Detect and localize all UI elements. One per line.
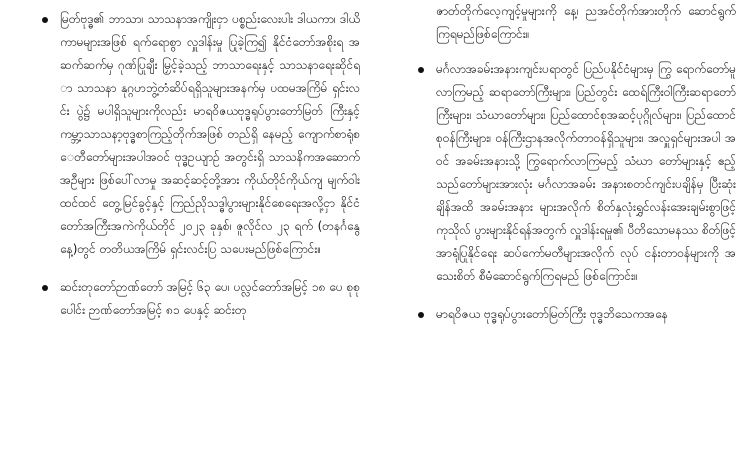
paragraph-text: ဆင်းတုတော်ဉာဏ်တော် အမြင့် ၆၃ ပေ၊ ပလ္လင်တော်အမြင့် ၁၈ ပေ စုစုပေါင်း ဉာဏ်တော်အမြင့် ၈၁ ပေနှင့် ဆင်းတု xyxy=(60,280,360,317)
right-column xyxy=(418,0,736,460)
paragraph-text: မြတ်ဗုဒ္ဓ၏ ဘာသာ၊ သာသနာအကျိုးငှာ ပစ္စည်းလေးပါး ဒါယကာ၊ ဒါယိကာမများအဖြစ် ရက်ရောစွာ လှူဒါန်းမှု ပြုခဲ့ကြ၍ နိုင်ငံတော်အစိုးရ အဆက်ဆက်မှ ဂုဏ်ပြုချီး မြှင့်ခဲ့သည့် ဘာသာရေးနှင့် သာသနာရေးဆိုင်ရာ သာသနာ နုဂ္ဂဟဘွဲ့တံဆိပ်ရရှိသူများအနက်မှ ပထမအကြိမ် ရှင်းလင်း ပွဲ၌ မပါရှိသူများကိုလည်း မာရဝိဇယဗုဒ္ဓရုပ်ပွားတော်မြတ် ကြီးနှင့် ကမ္ဘာ့သာသနာ့ဗုဒ္ဓစာကြည့်တိုက်အဖြစ် တည်ရှိ နေမည့် ကျောက်စာရုံစေတီတော်များအပါအဝင် ဗုဒ္ဓဥယျာဉ် အတွင်းရှိ သာသနိကအဆောက်အဦများ ဖြစ်ပေါ်လာမှု အဆင့်ဆင့်တို့အား ကိုယ်တိုင်ကိုယ်ကျ မျက်ဝါးထင်ထင် တွေ့မြင်ခွင့်နှင့် ကြည်ညိုသဒ္ဓါပွားများနိုင်စေရေးအလို့ငှာ နိုင်ငံတော်အကြီးအကဲကိုယ်တိုင် ၂၀၂၃ ခုနှစ်၊ ဇူလိုင်လ ၂၃ ရက် (တနင်္ဂနွေနေ့)တွင် တတိယအကြိမ် ရှင်းလင်းပြ သပေးမည်ဖြစ်ကြောင်း။ xyxy=(60,12,360,256)
bullet-dot-icon xyxy=(42,285,48,291)
paragraph-spacer xyxy=(418,288,736,303)
bullet-paragraph xyxy=(418,303,736,326)
bullet-dot-icon xyxy=(42,17,48,23)
bullet-paragraph xyxy=(42,8,360,261)
bullet-dot-icon xyxy=(418,312,424,318)
paragraph-text: မင်္ဂလာအခမ်းအနားကျင်းပရာတွင် ပြည်ပနိုင်ငံများမှ ကြွ ရောက်တော်မူလာကြမည့် ဆရာတော်ကြီးများ၊ ပြည်တွင်း ထေရ်ကြီးဝါကြီးဆရာတော်ကြီးများ၊ သံဃာတော်များ၊ ပြည်ထောင်စုအဆင့်ပုဂ္ဂိုလ်များ၊ ပြည်ထောင်စုဝန်ကြီးများ၊ ဝန်ကြီးဌာနအလိုက်တာဝန်ရှိသူများ၊ အလှူရှင်များအပါ အဝင် အခမ်းအနားသို့ ကြွရောက်လာကြမည့် သံဃာ တော်များနှင့် ဧည့်သည်တော်များအားလုံး မင်္ဂလာအခမ်း အနားစတင်ကျင်းပချိန်မှ ပြီးဆုံးချိန်အထိ အခမ်းအနား များအလိုက် စိတ်နှလုံးရွှင်လန်းအေးချမ်းစွာဖြင့် ကုသိုလ် ပွားများနိုင်ရန်အတွက် လှူဒါန်းရမှု၏ ပီတိသောမနဿ စိတ်ဖြင့် အာရုံပြုနိုင်ရေး ဆပ်ကော်မတီများအလိုက် လုပ် ငန်းတာဝန်များကို အသေးစိတ် စီမံဆောင်ရွက်ကြရမည် ဖြစ်ကြောင်း။ xyxy=(436,62,736,283)
paragraph-spacer xyxy=(42,261,360,276)
bullet-dot-icon xyxy=(418,67,424,73)
bullet-paragraph xyxy=(42,276,360,322)
left-column xyxy=(42,0,360,460)
bullet-paragraph xyxy=(418,58,736,288)
continued-paragraph xyxy=(418,0,736,46)
paragraph-text: မာရဝိဇယ ဗုဒ္ဓရုပ်ပွားတော်မြတ်ကြီး ဗုဒ္ဓဘိသေကအနေ xyxy=(436,307,668,321)
paragraph-text: ဇာတ်တိုက်လေ့ကျင့်မှုများကို နေ့၊ ညအင်တိုက်အားတိုက် ဆောင်ရွက်ကြရမည်ဖြစ်ကြောင်း။ xyxy=(436,4,736,41)
